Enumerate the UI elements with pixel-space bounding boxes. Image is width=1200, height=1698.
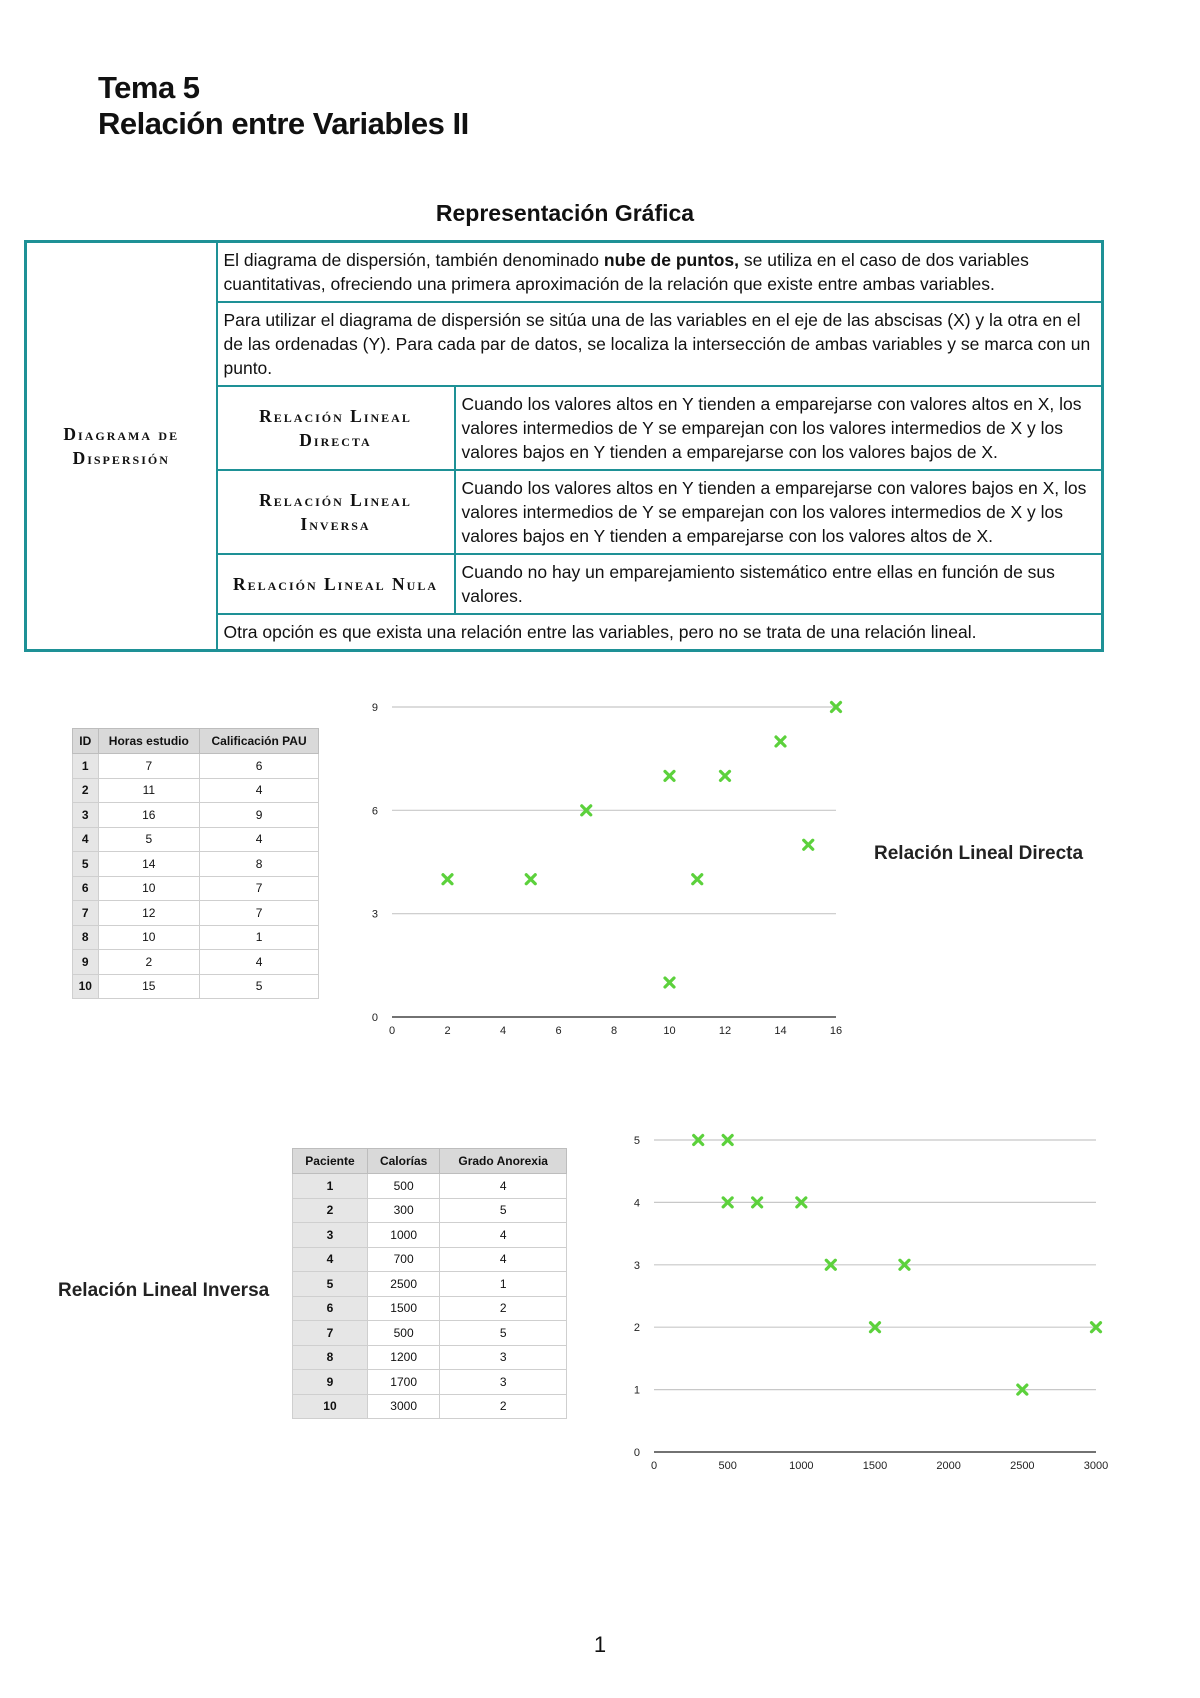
table-cell: 6 <box>200 754 319 779</box>
definition-cell <box>217 242 1103 303</box>
table-cell: 2 <box>293 1198 368 1223</box>
y-tick-label: 3 <box>371 908 378 921</box>
column-header: Calorías <box>367 1149 439 1174</box>
x-tick-label: 0 <box>650 1460 658 1472</box>
inversa-text: Cuando los valores altos en Y tienden a emparejarse con valores bajos en X, los valores intermedios de Y se emparejan con los valores intermedios de X y los valores bajos en Y tienden a emparejarse con los valores altos de X. <box>455 470 1103 554</box>
y-tick-label: 4 <box>633 1197 640 1210</box>
table-row <box>73 803 319 828</box>
table-cell: 9 <box>293 1370 368 1395</box>
table-cell: 4 <box>200 827 319 852</box>
table-cell: 9 <box>73 950 99 975</box>
table-row <box>293 1394 567 1419</box>
x-tick-label: 16 <box>829 1025 843 1037</box>
y-tick-label: 0 <box>371 1012 378 1024</box>
table-cell: 5 <box>440 1321 567 1346</box>
table-cell: 3 <box>293 1223 368 1248</box>
scatter-chart-directa <box>360 690 860 1040</box>
y-tick-label: 6 <box>371 805 378 818</box>
y-tick-label: 0 <box>633 1447 640 1459</box>
data-point <box>443 875 452 884</box>
y-tick-label: 9 <box>371 702 378 714</box>
table-row <box>73 876 319 901</box>
column-header: Grado Anorexia <box>440 1149 567 1174</box>
table-cell: 2 <box>98 950 200 975</box>
x-tick-label: 12 <box>718 1025 732 1037</box>
x-tick-label: 6 <box>555 1025 562 1037</box>
table-row <box>73 950 319 975</box>
other-option-cell: Otra opción es que exista una relación entre las variables, pero no se trata de una relación lineal. <box>217 614 1103 651</box>
table-row <box>73 901 319 926</box>
table-row <box>73 925 319 950</box>
x-tick-label: 2 <box>444 1025 451 1037</box>
table-cell: 7 <box>200 876 319 901</box>
table-cell: 1700 <box>367 1370 439 1395</box>
table-cell: 500 <box>367 1174 439 1199</box>
table-cell: 4 <box>440 1174 567 1199</box>
table-cell: 1 <box>440 1272 567 1297</box>
table-cell: 9 <box>200 803 319 828</box>
data-point <box>665 771 674 780</box>
y-tick-label: 5 <box>633 1135 640 1147</box>
table-cell: 10 <box>73 974 99 999</box>
table-cell: 10 <box>293 1394 368 1419</box>
data-point <box>776 737 785 746</box>
table-row <box>293 1321 567 1346</box>
table-cell: 2500 <box>367 1272 439 1297</box>
table-row <box>293 1370 567 1395</box>
x-tick-label: 500 <box>718 1460 737 1472</box>
table-row <box>293 1174 567 1199</box>
table-cell: 1 <box>73 754 99 779</box>
table-cell: 8 <box>73 925 99 950</box>
table-cell: 500 <box>367 1321 439 1346</box>
table-cell: 5 <box>440 1198 567 1223</box>
scatter-chart-inversa <box>622 1122 1112 1472</box>
nula-label: Relación Lineal Nula <box>217 554 455 614</box>
directa-text: Cuando los valores altos en Y tienden a emparejarse con valores altos en X, los valores intermedios de Y se emparejan con los valores intermedios de X y los valores bajos en Y tienden a emparejarse con los valores bajos de X. <box>455 386 1103 470</box>
table-row <box>293 1247 567 1272</box>
data-table-1 <box>72 728 319 999</box>
table-row <box>73 754 319 779</box>
table-cell: 4 <box>73 827 99 852</box>
table-cell: 14 <box>98 852 200 877</box>
x-tick-label: 3000 <box>1083 1460 1109 1472</box>
x-tick-label: 14 <box>774 1025 787 1037</box>
document-title <box>98 70 469 142</box>
title-line-2: Relación entre Variables II <box>98 106 469 141</box>
definition-text-post: se utiliza en el caso de dos variables cuantitativas, ofreciendo una primera aproximación de la relación que existe entre ambas variables. <box>223 250 1029 294</box>
table-cell: 7 <box>73 901 99 926</box>
table-cell: 5 <box>73 852 99 877</box>
table-row <box>73 827 319 852</box>
nula-text: Cuando no hay un emparejamiento sistemático entre ellas en función de sus valores. <box>455 554 1103 614</box>
definition-text-bold: nube de puntos, <box>603 250 740 270</box>
x-tick-label: 1500 <box>862 1460 888 1472</box>
chart-label-inversa: Relación Lineal Inversa <box>58 1280 270 1301</box>
data-point <box>693 875 702 884</box>
chart-label-directa: Relación Lineal Directa <box>874 843 1084 864</box>
table-cell: 1 <box>200 925 319 950</box>
definition-text-pre: El diagrama de dispersión, también denominado <box>223 250 604 270</box>
table-cell: 3 <box>73 803 99 828</box>
table-cell: 3 <box>440 1345 567 1370</box>
table-cell: 7 <box>293 1321 368 1346</box>
table-cell: 12 <box>98 901 200 926</box>
table-cell: 4 <box>440 1247 567 1272</box>
table-cell: 1200 <box>367 1345 439 1370</box>
table-row <box>73 778 319 803</box>
table-cell: 6 <box>293 1296 368 1321</box>
table-cell: 700 <box>367 1247 439 1272</box>
table-cell: 4 <box>293 1247 368 1272</box>
table-row <box>293 1296 567 1321</box>
table-cell: 4 <box>200 950 319 975</box>
table-cell: 15 <box>98 974 200 999</box>
table-cell: 10 <box>98 925 200 950</box>
table-cell: 11 <box>98 778 200 803</box>
data-point <box>721 771 730 780</box>
y-tick-label: 1 <box>633 1384 640 1397</box>
table-cell: 6 <box>73 876 99 901</box>
table-cell: 16 <box>98 803 200 828</box>
table-cell: 7 <box>200 901 319 926</box>
table-cell: 2 <box>440 1296 567 1321</box>
concept-table <box>24 240 1104 652</box>
column-header: Calificación PAU <box>200 729 319 754</box>
table-cell: 8 <box>200 852 319 877</box>
table-cell: 4 <box>440 1223 567 1248</box>
x-tick-label: 1000 <box>789 1460 814 1472</box>
table-cell: 1500 <box>367 1296 439 1321</box>
table-row <box>293 1345 567 1370</box>
column-header: Paciente <box>293 1149 368 1174</box>
table-row <box>293 1198 567 1223</box>
table-cell: 8 <box>293 1345 368 1370</box>
page-number: 1 <box>593 1632 607 1657</box>
table-cell: 1 <box>293 1174 368 1199</box>
table-row <box>73 974 319 999</box>
column-header: Horas estudio <box>98 729 200 754</box>
table-cell: 7 <box>98 754 200 779</box>
table-cell: 2 <box>440 1394 567 1419</box>
directa-label: Relación Lineal Directa <box>217 386 455 470</box>
table-cell: 5 <box>98 827 200 852</box>
y-tick-label: 3 <box>633 1259 640 1272</box>
data-point <box>665 978 674 987</box>
x-tick-label: 0 <box>388 1025 396 1037</box>
column-header: ID <box>73 729 99 754</box>
x-tick-label: 10 <box>663 1025 676 1037</box>
section-title: Representación Gráfica <box>435 200 695 226</box>
table-cell: 3 <box>440 1370 567 1395</box>
title-line-1: Tema 5 <box>98 70 200 105</box>
table-cell: 3000 <box>367 1394 439 1419</box>
table-cell: 5 <box>293 1272 368 1297</box>
x-tick-label: 2000 <box>936 1460 961 1472</box>
table-cell: 5 <box>200 974 319 999</box>
data-table-2 <box>292 1148 567 1419</box>
table-cell: 10 <box>98 876 200 901</box>
left-label: Diagrama de Dispersión <box>26 242 217 651</box>
x-tick-label: 8 <box>610 1025 618 1037</box>
table-row <box>293 1272 567 1297</box>
table-cell: 2 <box>73 778 99 803</box>
data-point <box>804 840 813 849</box>
inversa-label: Relación Lineal Inversa <box>217 470 455 554</box>
y-tick-label: 2 <box>633 1322 640 1335</box>
data-point <box>526 875 535 884</box>
table-row <box>293 1223 567 1248</box>
table-cell: 4 <box>200 778 319 803</box>
usage-cell: Para utilizar el diagrama de dispersión se sitúa una de las variables en el eje de las abscisas (X) y la otra en el de las ordenadas (Y). Para cada par de datos, se localiza la intersección de ambas variables y se marca con un punto. <box>217 302 1103 386</box>
table-row <box>73 852 319 877</box>
table-cell: 300 <box>367 1198 439 1223</box>
x-tick-label: 4 <box>499 1025 507 1037</box>
x-tick-label: 2500 <box>1010 1460 1035 1472</box>
table-cell: 1000 <box>367 1223 439 1248</box>
